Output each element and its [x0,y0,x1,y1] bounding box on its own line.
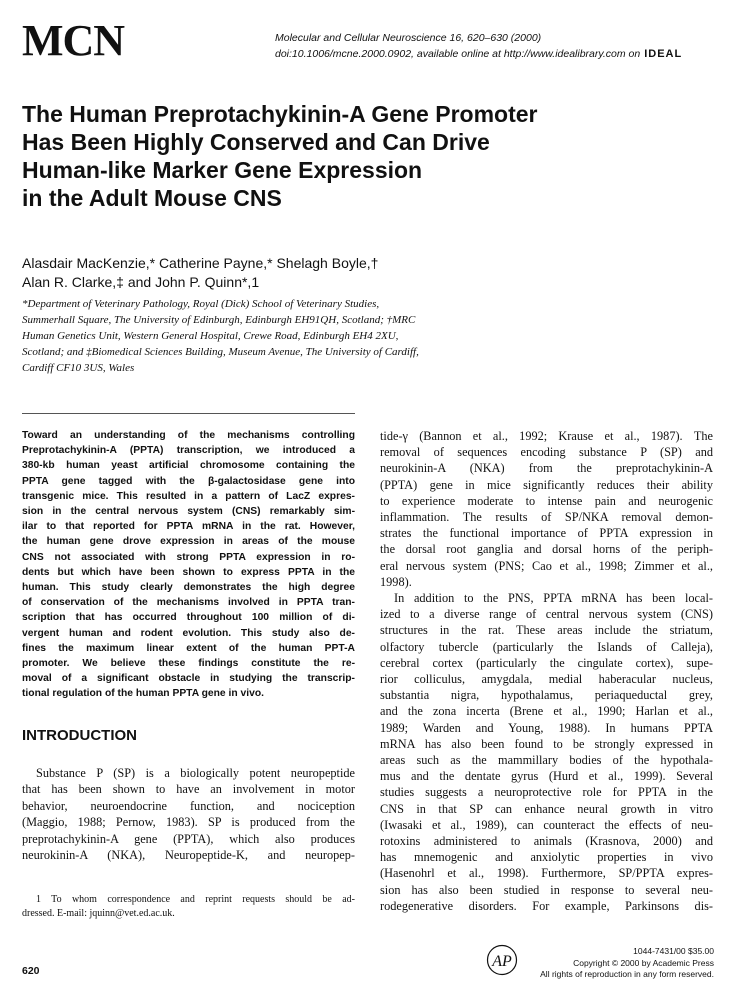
ap-logo-text: AP [492,953,512,970]
body-line: eral nervous system (PNS; Cao et al., 1998; Zimmer et al., [380,558,713,573]
author-list [22,254,622,292]
introduction-text [22,765,355,863]
issn-price: 1044-7431/00 $35.00 [633,946,714,956]
copyright-block [494,946,714,981]
intro-line: preprotachykinin-A gene (PPTA), which also produces [22,831,355,846]
journal-logo: MCN [22,16,125,65]
affiliation-line: Cardiff CF10 3US, Wales [22,362,135,374]
rights-line: All rights of reproduction in any form reserved. [540,969,714,979]
body-line: and the zona incerta (Brene et al., 1990; Harlan et al., [380,704,713,719]
body-line: sion has also been studied in response to several neu- [380,882,713,897]
abstract-line: CNS not associated with strong PPTA expression in ro- [22,551,355,563]
abstract-line: vergent human and rodent evolution. This study also de- [22,627,355,639]
body-line: areas such as the mammillary bodies of the hypothala- [380,753,713,768]
body-line: removal of sequences encoding substance P (SP) and [380,445,713,460]
section-heading-introduction: INTRODUCTION [22,727,137,744]
author-line: Alan R. Clarke,‡ and John P. Quinn*,1 [22,274,260,290]
journal-header [275,30,725,62]
body-line: tide-γ (Bannon et al., 1992; Krause et al., 1987). The [380,429,713,443]
body-line: (Iwasaki et al., 1989), can counteract the effects of neu- [380,817,713,832]
article-title [22,100,622,212]
intro-line: Substance P (SP) is a biologically potent neuropeptide [36,766,355,780]
affiliation-line: *Department of Veterinary Pathology, Royal (Dick) School of Veterinary Studies, [22,298,380,310]
abstract-line: transgenic mice. This resulted in a pattern of LacZ expres- [22,490,355,502]
body-line: ized to a diverse range of central nervous system (CNS) [380,607,713,622]
body-line: the dorsal root ganglia and dorsal horns of the periph- [380,542,713,557]
abstract-line: moval of a significant obstacle in studying the transcrip- [22,673,355,685]
right-column-text [380,428,713,914]
intro-line: (Maggio, 1988; Pernow, 1983). SP is produced from the [22,815,355,830]
abstract-line: promoter. We believe these findings constitute the re- [22,658,355,670]
abstract-line: fines the maximum linear extent of the human PPT-A [22,642,355,654]
body-line: structures in the rat. These areas include the striatum, [380,623,713,638]
affiliation-line: Summerhall Square, The University of Edinburgh, Edinburgh EH91QH, Scotland; †MRC [22,314,416,326]
abstract-divider [22,413,355,414]
footnote-line: dressed. E-mail: jquinn@vet.ed.ac.uk. [22,908,175,919]
abstract-line: ilar to that reported for PPTA mRNA in the rat. However, [22,521,355,533]
title-line: Human-like Marker Gene Expression [22,157,423,183]
abstract-line: Toward an understanding of the mechanisms controlling [22,430,355,441]
body-line: rodegenerative disorders. For example, Parkinsons dis- [380,898,713,913]
abstract-line: Preprotachykinin-A (PPTA) transcription, we introduced a [22,445,355,457]
affiliations [22,296,492,376]
body-line: 1998). [380,574,412,589]
doi-line [275,46,725,62]
abstract [22,428,355,702]
intro-line: that has been shown to have an involvement in motor [22,782,355,797]
body-line: has mnemogenic and anxiolytic properties in vivo [380,850,713,865]
body-line: inflammation. The results of SP/NKA removal demon- [380,510,713,525]
journal-citation: Molecular and Cellular Neuroscience 16, 620–630 (2000) [275,32,542,44]
abstract-line: the human gene drove expression in areas of the mouse [22,536,355,548]
body-line: mRNA has also been found to be strongly expressed in [380,736,713,751]
affiliation-line: Human Genetics Unit, Western General Hospital, Crewe Road, Edinburgh EH4 2XU, [22,330,399,342]
body-line: to experience moderate to intense pain and neurogenic [380,493,713,508]
intro-line: neurokinin-A (NKA), Neuropeptide-K, and neuropep- [22,848,355,863]
doi-text: doi:10.1006/mcne.2000.0902, available online at http://www.idealibrary.com on [275,48,641,60]
body-line: rior colliculus, amygdala, medial haberacular nucleus, [380,672,713,687]
abstract-line: scription that has occurred throughout 100 million of di- [22,612,355,624]
body-line: (Hasenohrl et al., 1998). Furthermore, SP/PPTA expres- [380,866,713,881]
abstract-line: of conservation of the mechanisms involved in PPTA tran- [22,597,355,609]
abstract-line: PPTA gene tagged with the β-galactosidase gene into [22,475,355,487]
abstract-line: sion in the central nervous system (CNS) remarkably sim- [22,506,355,518]
body-line: CNS in that SP can enhance neural growth in vitro [380,801,713,816]
footnote [22,893,355,921]
body-line: rotoxins administered to animals (Krasnova, 2000) and [380,834,713,849]
abstract-line: human. This study clearly demonstrates the high degree [22,582,355,594]
body-line: strates the functional importance of PPTA expression in [380,526,713,541]
footnote-line: 1 To whom correspondence and reprint requests should be ad- [36,894,355,905]
body-line: studies suggests a neuroprotective role for PPTA in the [380,785,713,800]
body-line: In addition to the PNS, PPTA mRNA has been local- [394,591,713,606]
title-line: in the Adult Mouse CNS [22,185,282,211]
page-number: 620 [22,965,40,977]
body-line: cerebral cortex (particularly the cingulate cortex), supe- [380,655,713,670]
abstract-line: dents but which have been shown to express PPTA in the [22,566,355,578]
title-line: The Human Preprotachykinin-A Gene Promoter [22,101,538,127]
abstract-line: tional regulation of the human PPTA gene in vivo. [22,688,264,700]
body-line: neurokinin-A (NKA) from the preprotachykinin-A [380,461,713,476]
abstract-line: 380-kb human yeast artificial chromosome containing the [22,460,355,472]
author-line: Alasdair MacKenzie,* Catherine Payne,* Shelagh Boyle,† [22,255,379,271]
body-line: substantia nigra, hypothalamus, periaqueductal grey, [380,688,713,703]
intro-line: behavior, neuroendocrine function, and nociception [22,798,355,813]
copyright-line: Copyright © 2000 by Academic Press [573,957,714,968]
body-line: (PPTA) gene in mice significantly reduces their ability [380,477,713,492]
body-line: mus and the dentate gyrus (Hurd et al., 1999). Several [380,769,713,784]
ideal-logo: IDEAL [644,48,683,60]
body-line: 1989; Warden and Young, 1988). In humans PPTA [380,720,713,735]
body-line: olfactory tubercle (particularly the Islands of Calleja), [380,639,713,654]
affiliation-line: Scotland; and ‡Biomedical Sciences Building, Museum Avenue, The University of Cardiff, [22,346,419,358]
title-line: Has Been Highly Conserved and Can Drive [22,129,490,155]
